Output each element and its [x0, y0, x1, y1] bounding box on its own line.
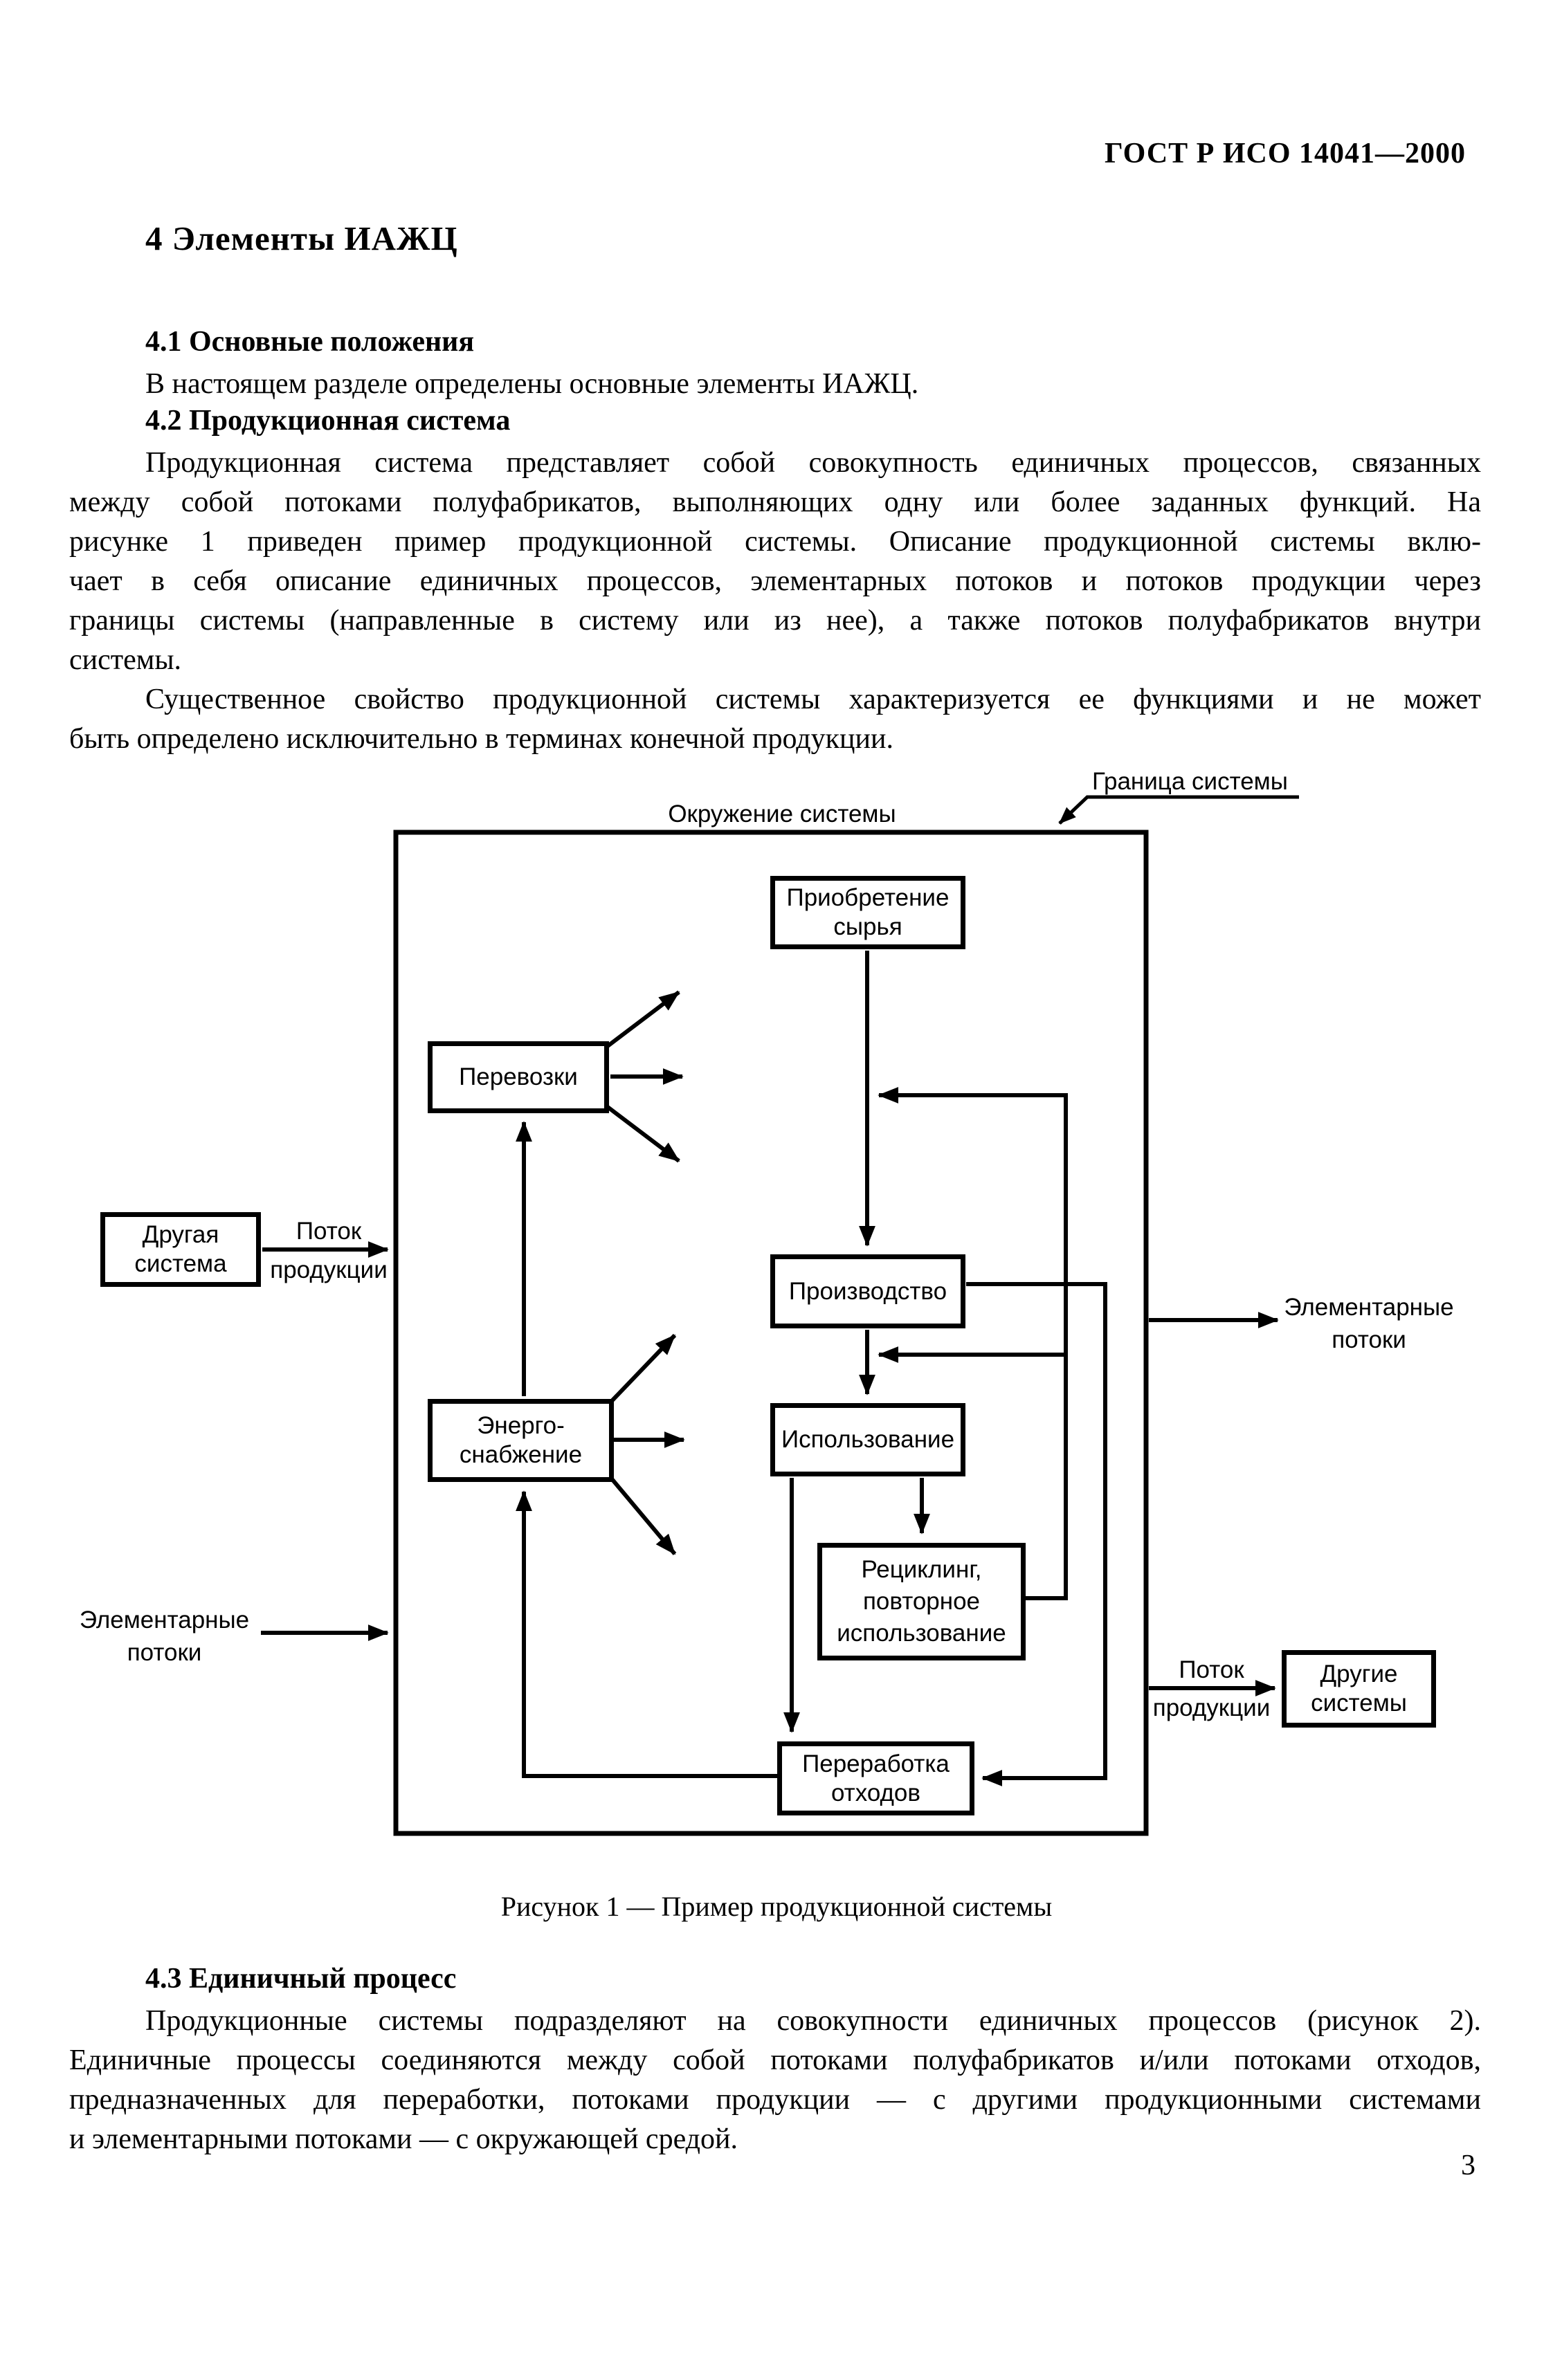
section-heading: 4 Элементы ИАЖЦ	[145, 219, 458, 257]
box-label-line: Рециклинг,	[861, 1556, 982, 1583]
label-elementary-flows-right	[1269, 1291, 1469, 1356]
paragraph-4-2-a	[69, 443, 1481, 680]
external-box-other-systems	[1282, 1650, 1436, 1728]
label-elementary-flows-left	[66, 1604, 263, 1669]
box-label-line: Производство	[788, 1277, 947, 1305]
process-box-transport	[428, 1041, 609, 1113]
box-label-line: Приобретение	[786, 884, 950, 911]
box-label-line: Переработка	[802, 1750, 950, 1777]
text-line: границы системы (направленные в систему или из нее), а также потоков полуфабрикатов внутри	[69, 605, 1481, 637]
box-label-line: системы	[1311, 1690, 1407, 1717]
arrow-recycling-to-acquisition-flow	[879, 1095, 1066, 1598]
text-line: быть определено исключительно в терминах конечной продукции.	[69, 723, 893, 755]
boundary-leader-arrow	[1060, 797, 1299, 823]
label-line: продукции	[270, 1256, 388, 1283]
label-line: Элементарные	[79, 1606, 250, 1633]
label-line: потоки	[1332, 1326, 1406, 1353]
process-box-waste-treatment	[777, 1741, 974, 1815]
arrow-energy-out-down	[610, 1476, 675, 1554]
text-line: рисунке 1 приведен пример продукционной системы. Описание продукционной системы вклю-	[69, 526, 1481, 558]
text-line: чает в себя описание единичных процессов, элементарных потоков и потоков продукции через	[69, 565, 1481, 597]
page-number: 3	[1461, 2150, 1475, 2181]
text-line: Продукционные системы подразделяют на совокупности единичных процессов (рисунок 2).	[145, 2005, 1481, 2037]
box-label-line: отходов	[830, 1779, 920, 1806]
box-label-line: повторное	[862, 1588, 981, 1615]
label-line: Элементарные	[1284, 1294, 1454, 1321]
box-label-line: Перевозки	[459, 1063, 578, 1090]
process-box-production	[770, 1254, 965, 1328]
text-line: между собой потоками полуфабрикатов, выполняющих одну или более заданных функций. На	[69, 486, 1481, 518]
subsection-title-4-1: 4.1 Основные положения	[145, 326, 475, 358]
process-box-energy-supply	[428, 1399, 614, 1482]
box-label-line: система	[134, 1250, 227, 1277]
text-line: системы.	[69, 644, 182, 676]
document-header: ГОСТ Р ИСО 14041—2000	[1104, 138, 1466, 170]
box-label-line: снабжение	[459, 1441, 583, 1468]
subsection-title-4-2: 4.2 Продукционная система	[145, 405, 511, 437]
box-label-line: Другая	[142, 1221, 219, 1248]
paragraph-4-3	[69, 2002, 1481, 2159]
external-box-other-system	[100, 1212, 261, 1287]
process-box-recycling-reuse	[817, 1543, 1026, 1660]
label-product-flow-in	[263, 1212, 394, 1290]
arrow-waste-to-energy	[524, 1492, 777, 1776]
paragraph-4-1	[69, 365, 1481, 404]
label-line: Поток	[296, 1218, 362, 1245]
process-box-raw-material-acquisition	[770, 876, 965, 949]
label-line: Поток	[1179, 1656, 1244, 1683]
label-product-flow-out	[1141, 1651, 1282, 1727]
system-boundary-rect	[396, 832, 1146, 1833]
box-label-line: Другие	[1320, 1660, 1398, 1687]
box-label-line: сырья	[833, 913, 902, 940]
arrow-production-to-waste	[966, 1284, 1105, 1778]
text-line: Единичные процессы соединяются между собой потоками полуфабрикатов и/или потоками отходов,	[69, 2044, 1481, 2076]
box-label-line: Энерго-	[477, 1412, 565, 1439]
text-line: В настоящем разделе определены основные элементы ИАЖЦ.	[145, 368, 919, 400]
text-line: предназначенных для переработки, потоками продукции — с другими продукционными системами	[69, 2084, 1481, 2116]
arrow-energy-out-up	[610, 1335, 675, 1403]
box-label-line: Использование	[781, 1426, 955, 1453]
figure-caption: Рисунок 1 — Пример продукционной системы	[500, 1891, 1053, 1922]
text-line: Продукционная система представляет собой совокупность единичных процессов, связанных	[145, 447, 1481, 479]
arrow-transport-out-down	[608, 1107, 679, 1161]
box-label-line: использование	[837, 1620, 1006, 1647]
text-line: Существенное свойство продукционной системы характеризуется ее функциями и не может	[145, 684, 1481, 715]
label-line: потоки	[127, 1639, 202, 1666]
label-line: продукции	[1152, 1694, 1271, 1721]
paragraph-4-2-b	[69, 680, 1481, 759]
subsection-title-4-3: 4.3 Единичный процесс	[145, 1963, 457, 1995]
label-system-boundary: Граница системы	[1092, 768, 1288, 795]
process-box-use	[770, 1403, 965, 1476]
label-system-environment: Окружение системы	[668, 800, 896, 827]
text-line: и элементарными потоками — с окружающей средой.	[69, 2123, 738, 2155]
arrow-transport-out-up	[608, 992, 679, 1046]
